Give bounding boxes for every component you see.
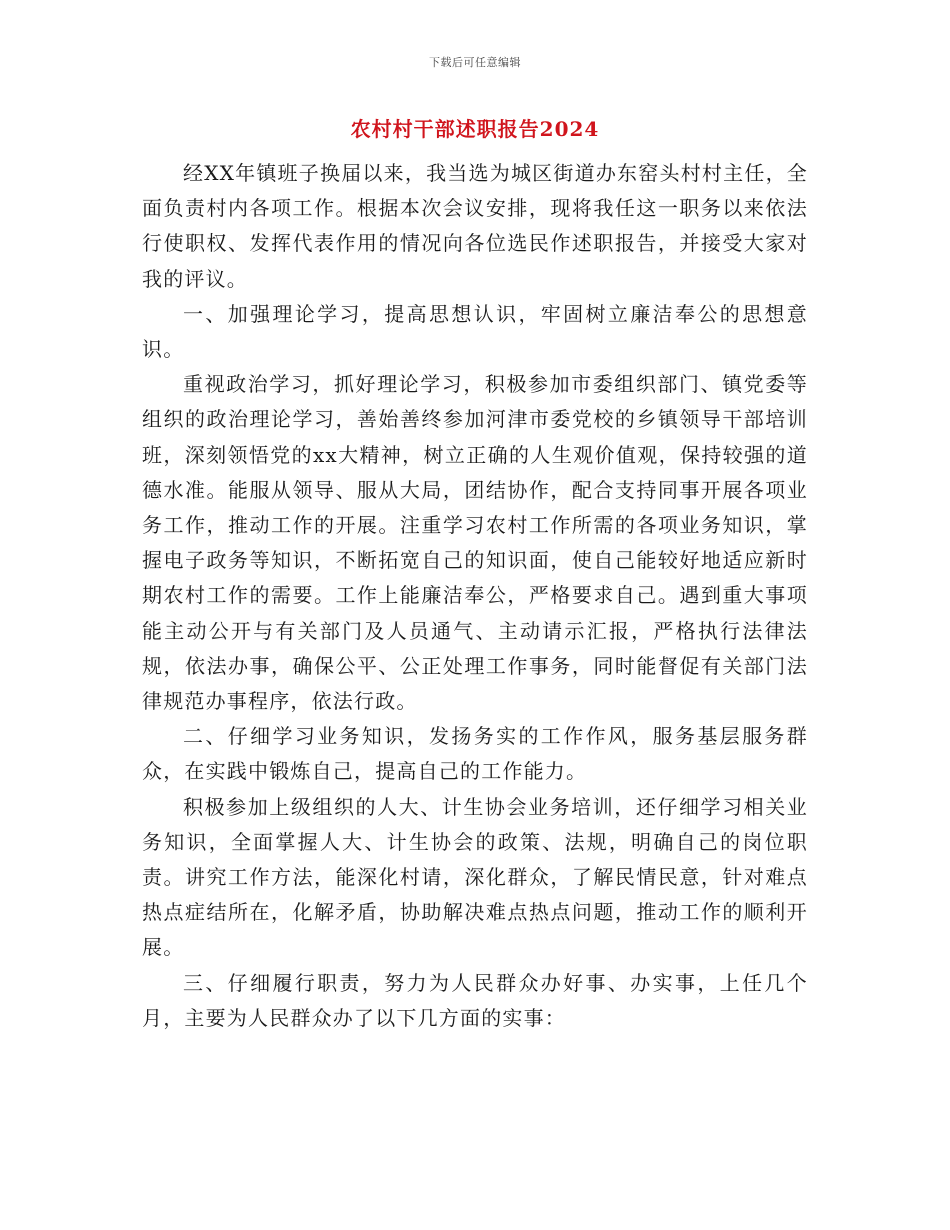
paragraph-section-1: 重视政治学习，抓好理论学习，积极参加市委组织部门、镇党委等组织的政治理论学习，善始善终参加河津市委党校的乡镇领导干部培训班，深刻领悟党的xx大精神，树立正确的人生观价值观，保持较强的道德水准。能服从领导、服从大局，团结协作，配合支持同事开展各项业务工作，推动工作的开展。注重学习农村工作所需的各项业务知识，掌握电子政务等知识，不断拓宽自己的知识面，使自己能较好地适应新时期农村工作的需要。工作上能廉洁奉公，严格要求自己。遇到重大事项能主动公开与有关部门及人员通气、主动请示汇报，严格执行法律法规，依法办事，确保公平、公正处理工作事务，同时能督促有关部门法律规范办事程序，依法行政。 xyxy=(142,372,808,714)
section-heading-1: 一、加强理论学习，提高思想认识，牢固树立廉洁奉公的思想意识。 xyxy=(142,301,808,362)
document-body xyxy=(142,156,808,1036)
section-heading-2: 二、仔细学习业务知识，发扬务实的工作作风，服务基层服务群众，在实践中锻炼自己，提高自己的工作能力。 xyxy=(142,724,808,784)
section-heading-3: 三、仔细履行职责，努力为人民群众办好事、办实事，上任几个月，主要为人民群众办了以下几方面的实事： xyxy=(142,970,808,1030)
paragraph-section-2: 积极参加上级组织的人大、计生协会业务培训，还仔细学习相关业务知识，全面掌握人大、计生协会的政策、法规，明确自己的岗位职责。讲究工作方法，能深化村请，深化群众，了解民情民意，针对难点热点症结所在，化解矛盾，协助解决难点热点问题，推动工作的顺利开展。 xyxy=(142,794,808,960)
header-note: 下载后可任意编辑 xyxy=(429,56,521,69)
document-title: 农村村干部述职报告2024 xyxy=(350,117,600,141)
paragraph-intro: 经XX年镇班子换届以来，我当选为城区街道办东窑头村村主任，全面负责村内各项工作。根据本次会议安排，现将我任这一职务以来依法行使职权、发挥代表作用的情况向各位选民作述职报告，并接受大家对我的评议。 xyxy=(142,161,808,291)
